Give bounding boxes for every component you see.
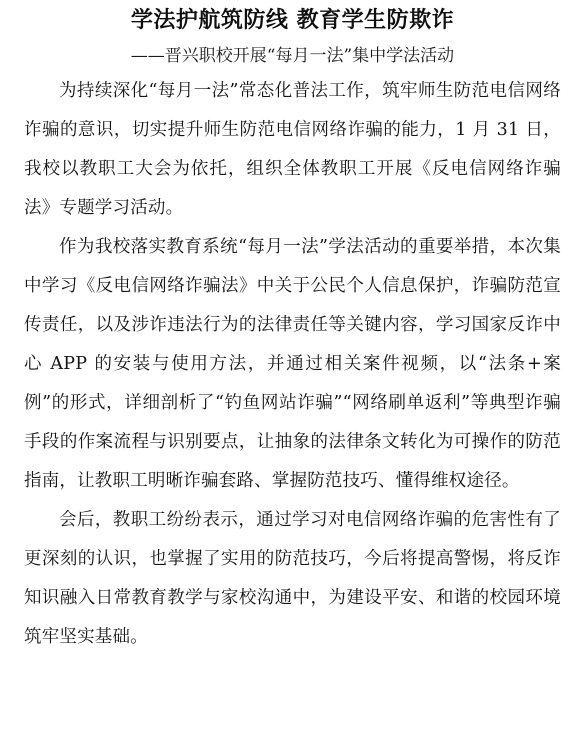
paragraph-activity-details: 作为我校落实教育系统“每月一法”学法活动的重要举措，本次集中学习《反电信网络诈骗法》中关于公民个人信息保护，诈骗防范宣传责任，以及涉诈违法行为的法律责任等关键内容，学习国家反诈中心 APP 的安装与使用方法，并通过相关案件视频，以“法条+案例”的形式，详细剖析了“钓鱼网站诈骗”“网络刷单返利”等典型诈骗手段的作案流程与识别要点，让抽象的法律条文转化为可操作的防范指南，让教职工明晰诈骗套路、掌握防范技巧、懂得维权途径。 [24,237,561,491]
article-subtitle: ——晋兴职校开展“每月一法”集中学法活动 [130,46,455,66]
article-title: 学法护航筑防线 教育学生防欺诈 [130,8,455,33]
paragraph-intro: 为持续深化“每月一法”常态化普法工作，筑牢师生防范电信网络诈骗的意识，切实提升师生防范电信网络诈骗的能力，1 月 31 日，我校以教职工大会为依托，组织全体教职工开展《反电信网络诈骗法》专题学习活动。 [24,81,561,218]
paragraph-conclusion: 会后，教职工纷纷表示，通过学习对电信网络诈骗的危害性有了更深刻的认识，也掌握了实用的防范技巧，今后将提高警惕，将反诈知识融入日常教育教学与家校沟通中，为建设平安、和谐的校园环境筑牢坚实基础。 [24,510,561,647]
